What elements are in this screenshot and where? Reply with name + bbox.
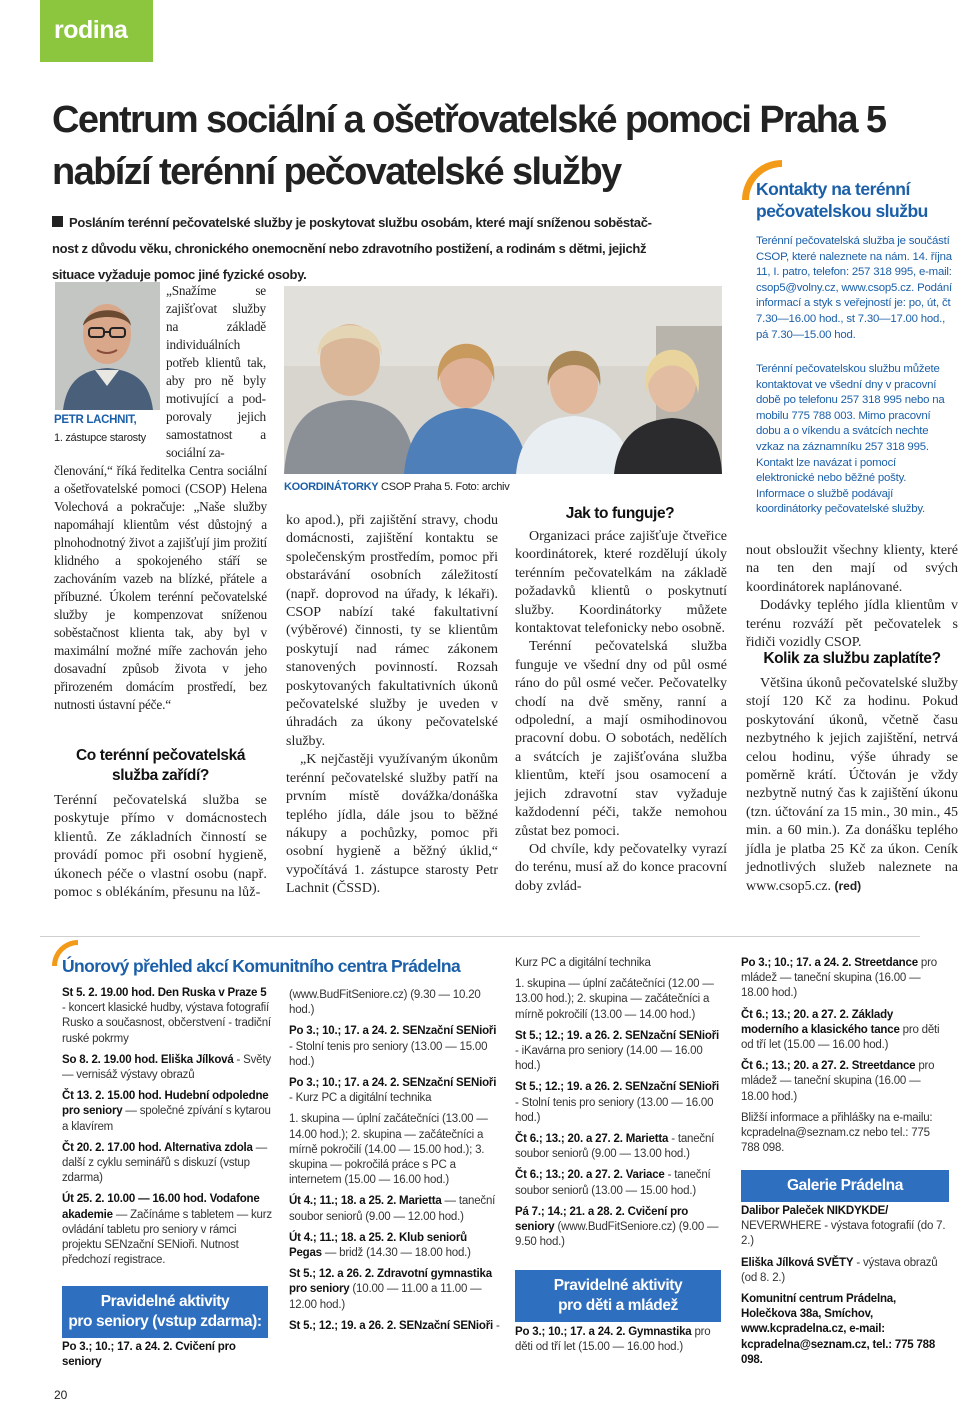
subheading-what-service-does: Co terénní pečovatelská služba zařídí?	[75, 747, 246, 784]
subheading-cost: Kolik za službu zaplatíte?	[763, 650, 941, 667]
group-photo	[284, 286, 722, 474]
column-1-body-2: Terénní pečovatelská služba se poskytuje přímo v domácnostech klientů. Ze základních činností se provádí pomoc při osobní hygieně, úkonech péče o vlastní osobu (např. pomoc s oblékáním, přesunu na lůž-	[54, 793, 267, 901]
contact-box-title: Kontakty na terénní pečovatelskou službu	[756, 179, 928, 221]
column-2-body: ko apod.), při zajištění stravy, chodu domácnosti, zajištění kontaktu se společenským prostředím, pomoc při obstarávání osobních záležitostí (např. doprovod na úřady, k lékaři). CSOP nabízí také fakultativní (výběrové) činnosti, ty se klientům poskytují nad rámec zákonem stanovených povinností. Rozsah poskytovaných fakultativních úkonů pečovatelské služby je uveden v úhradách za úkony pečovatelské služby. „K nejčastěji využívaným úkonům terénní pečovatelské služby patří na prvním místě dovážka/donáška teplého jídla, dále jsou to běžné nákupy a pochůzky, pomoc při osobní hygieně a běžný úklid,“ vypočítává 1. zástupce starosty Petr Lachnit (ČSSD).	[286, 513, 498, 897]
column-1-body: členování,“ říká ředitelka Centra sociální a ošetřovatelské pomoci (CSOP) Helena Volechová a pokračuje: „Naše služby napomáhají klientům vést důstojný a plnohodnotný život a zajišťují jim prožití klidného a spokojeného stáří se zachováním vazeb na blízké, přátele a příbuzné. Úkolem terénní pečovatelské služby je kompenzovat sníženou soběstačnost klienta tak, aby byl v maximální možné míře zachován jeho dosavadní způsob života v jeho přirozeném domácím prostředí, bez nutnosti ústavní péče.“	[54, 463, 267, 712]
contact-box-info: Terénní pečovatelská služba je součástí CSOP, které naleznete na nám. 14. října 11, I. patro, telefon: 257 318 995, e-mail: csop5@volny.cz, www.csop5.cz. Podání informací a styk s veřejností je: po, út, čt 7.30—16.00 hod., st 7.30—17.00 hod., pá 7.30—15.00 hod.	[756, 235, 952, 341]
events-column-1: St 5. 2. 19.00 hod. Den Ruska v Praze 5 - koncert klasické hudby, výstava fotografií Rusko a současnost, občerstvení - tradiční ruské pokrmy So 8. 2. 19.00 hod. Eliška Jílková - Světy — vernisáž výstavy obrazů Čt 13. 2. 15.00 hod. Hudební odpoledne pro seniory — společné zpívání s kytarou a klavírem Čt 20. 2. 17.00 hod. Alternativa zdola — další z cyklu seminářů s diskuzí (vstup zdarma) Út 25. 2. 10.00 — 16.00 hod. Vodafone akademie — Začínáme s tabletem — kurz ovládání tabletu pro seniory v rámci projektu SENzační SENioři. Nutnost předchozí registrace.	[62, 987, 272, 1267]
section-tab: rodina	[40, 0, 153, 62]
regular-activities-seniors-box: Pravidelné aktivity pro seniory (vstup zdarma):	[62, 1286, 268, 1338]
column-4-body: nout obsloužit všechny klienty, které na ten den mají od svých koordinátorek naplánované. Dodávky teplého jídla klientům v terénu rozváží pět pečovatelek s řidiči vozidly CSOP.	[746, 543, 958, 651]
column-3-body: Organizaci práce zajišťuje čtveřice koordinátorek, které rozdělují úkoly terénním pečovatelkám na základě požadavků klientů o poskytnutí služby. Koordinátorky můžete kontaktovat telefonicky nebo osobně. Terénní pečovatelská služba funguje ve všední dny od půl osmé ráno do půl osmé večer. Pečovatelky chodí na dvě směny, ranní a odpolední, a mají osmihodinovou pracovní dobu. O sobotách, nedělích a svátcích je zajišťována služba klientům, kteří jsou osamocení a jejich zdravotní stav vyžaduje každodenní péči, takže nemohou zůstat bez pomoci. Od chvíle, kdy pečovatelky vyrazí do terénu, musí až do konce pracovní doby zvlád-	[515, 529, 727, 894]
events-title: Únorový přehled akcí Komunitního centra Prádelna	[62, 956, 461, 976]
events-column-1-tail: Po 3.; 10.; 17. a 24. 2. Cvičení pro seniory	[62, 1341, 236, 1369]
events-column-4: Po 3.; 10.; 17. a 24. 2. Streetdance pro mládež — taneční skupina (16.00 — 18.00 hod.) Čt 6.; 13.; 20. a 27. 2. Základy moderního a klasického tance pro děti od tří let (15.00 — 16.00 hod.) Čt 6.; 13.; 20. a 27. 2. Streetdance pro mládež — taneční skupina (16.00 — 18.00 hod.) Bližší informace a přihlášky na e-mailu: kcpradelna@seznam.cz nebo tel.: 775 788 098.	[741, 957, 940, 1155]
gallery-box: Galerie Prádelna	[741, 1170, 949, 1202]
column-4-body-2: Většina úkonů pečovatelské služby stojí 120 Kč za hodinu. Pokud poskytování úkonů, včetně času nezbytného k jejich zajištění, netrvá celou hodinu, výše úhrady se poměrně krátí. Účtován je vždy nezbytně nutný čas k zajištění úkonu (tzn. účtování za 15 min., 30 min., 45 min. a 60 min.). Za donášku teplého jídla je platba 25 Kč za úkon. Ceník jednotlivých služeb naleznete na www.csop5.cz. (red)	[746, 676, 958, 895]
events-column-3: Kurz PC a digitální technika 1. skupina — úplní začátečníci (12.00 — 13.00 hod.); 2. skupina — začátečníci a mírně pokročilí (13.00 — 14.00 hod.) St 5.; 12.; 19. a 26. 2. SENzační SENioři - iKavárna pro seniory (14.00 — 16.00 hod.) St 5.; 12.; 19. a 26. 2. SENzační SENioři - Stolní tenis pro seniory (13.00 — 16.00 hod.) Čt 6.; 13.; 20. a 27. 2. Marietta - taneční soubor seniorů (9.00 — 13.00 hod.) Čt 6.; 13.; 20. a 27. 2. Variace - taneční soubor seniorů (13.00 — 15.00 hod.) Pá 7.; 14.; 21. a 28. 2. Cvičení pro seniory (www.BudFitSeniore.cz) (9.00 — 9.50 hod.)	[515, 957, 719, 1249]
article-lead: Posláním terénní pečovatelské služby je poskytovat službu osobám, které mají sníženou soběstač- nost z důvodu věku, chronického onemocnění nebo zdravotního postižení, a rodinám s dětmi, jejichž situace vyžaduje pomoc jiné fyzické osoby.	[52, 215, 652, 282]
portrait-photo	[55, 282, 160, 410]
events-column-2: (www.BudFitSeniore.cz) (9.30 — 10.20 hod.) Po 3.; 10.; 17. a 24. 2. SENzační SENioři - Stolní tenis pro seniory (13.00 — 15.00 hod.) Po 3.; 10.; 17. a 24. 2. SENzační SENioři - Kurz PC a digitální technika 1. skupina — úplní začátečníci (13.00 — 14.00 hod.); 2. skupina — začátečníci a mírně pokročilí (14.00 — 15.00 hod.); 3. skupina — pokročilá práce s PC a internetem (15.00 — 16.00 hod.) Út 4.; 11.; 18. a 25. 2. Marietta — taneční soubor seniorů (9.00 — 12.00 hod.) Út 4.; 11.; 18. a 25. 2. Klub seniorů Pegas — bridž (14.30 — 18.00 hod.) St 5.; 12. a 26. 2. Zdravotní gymnastika pro seniory (10.00 — 11.00 a 11.00 — 12.00 hod.) St 5.; 12.; 19. a 26. 2. SENzační SENioři -	[289, 989, 500, 1332]
regular-activities-kids-box: Pravidelné aktivity pro děti a mládež	[515, 1270, 721, 1322]
events-column-4-tail: Dalibor Paleček NIKDYKDE/ NEVERWHERE - výstava fotografií (do 7. 2.) Eliška Jílková SVĚTY - výstava obrazů (od 8. 2.) Komunitní centrum Prádelna, Holečkova 38a, Smíchov, www.kcpradelna.cz, e-mail: kcpradelna@seznam.cz, tel.: 775 788 098.	[741, 1205, 946, 1366]
signature: (red)	[834, 879, 862, 894]
headline-line-1: Centrum sociální a ošetřovatelské pomoci Praha 5	[52, 99, 886, 141]
section-divider	[40, 936, 920, 937]
bullet-square-icon	[52, 216, 63, 227]
page-number: 20	[54, 1388, 68, 1402]
column-1-intro: „Snažíme se zajišťovat služby na základě individuálních potřeb klientů tak, aby pro ně byly motivující a podporovaly jejich samostatnost a sociální za-	[166, 283, 266, 460]
group-photo-caption: KOORDINÁTORKY CSOP Praha 5. Foto: archiv	[284, 481, 510, 493]
events-column-3-tail: Po 3.; 10.; 17. a 24. 2. Gymnastika pro děti od tří let (15.00 — 16.00 hod.)	[515, 1326, 711, 1354]
headline-line-2: nabízí terénní pečovatelské služby	[52, 151, 621, 193]
photo-caption-role: 1. zástupce starosty	[54, 432, 146, 444]
subheading-how-it-works: Jak to funguje?	[565, 505, 675, 522]
photo-caption-name: PETR LACHNIT,	[54, 414, 137, 426]
contact-box-phone: Terénní pečovatelskou službu můžete kontaktovat ve všední dny v pracovní době po telefonu 257 318 995 nebo na mobilu 775 788 003. Mimo pracovní dobu a o víkendu a svátcích nechte vzkaz na záznamníku 257 318 995. Kontakt lze navázat i pomocí elektronické nebo běžné pošty. Informace o službě podávají koordinátorky pečovatelské služby.	[756, 363, 945, 516]
